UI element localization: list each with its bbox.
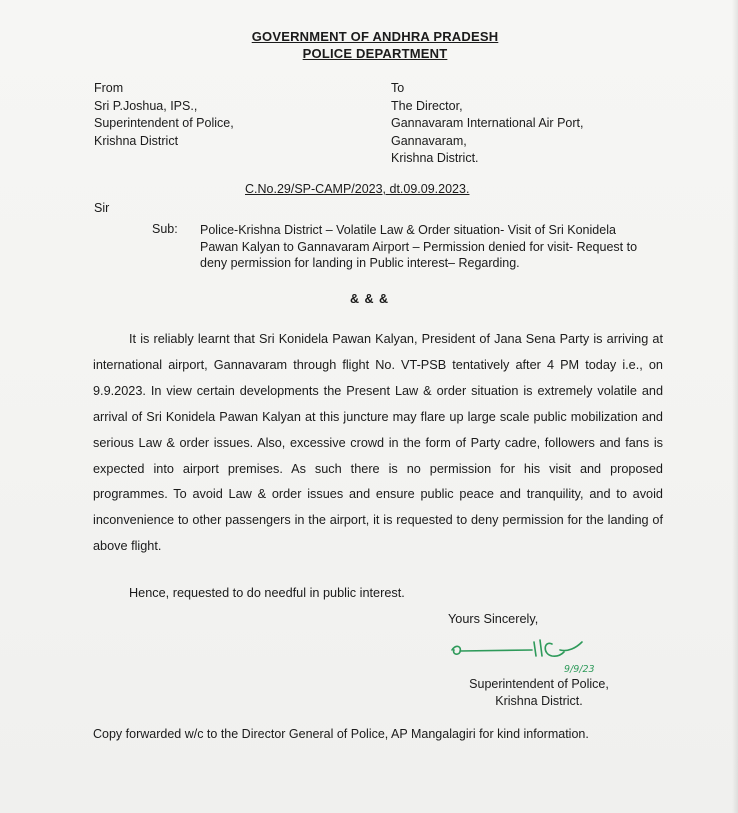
- yours-sincerely: Yours Sincerely,: [448, 612, 539, 626]
- government-heading: GOVERNMENT OF ANDHRA PRADESH: [251, 29, 499, 44]
- closing-request: Hence, requested to do needful in public interest.: [129, 586, 405, 600]
- to-line-1: The Director,: [391, 98, 463, 113]
- signature-mark: [448, 630, 618, 678]
- to-line-2: Gannavaram International Air Port,: [391, 116, 584, 130]
- from-address: [94, 80, 354, 150]
- department-heading: POLICE DEPARTMENT: [302, 46, 448, 61]
- from-designation: Superintendent of Police,: [94, 116, 234, 130]
- signatory-block: [444, 676, 634, 710]
- to-address: [391, 80, 691, 168]
- from-district: Krishna District: [94, 133, 179, 148]
- to-line-3: Gannavaram,: [391, 133, 467, 148]
- page-edge-shadow: [732, 0, 738, 813]
- to-line-4: Krishna District.: [391, 151, 479, 165]
- to-label: To: [391, 81, 405, 95]
- from-name: Sri P.Joshua, IPS.,: [94, 98, 198, 113]
- signatory-designation: Superintendent of Police,: [469, 677, 609, 691]
- salutation: Sir: [94, 201, 110, 215]
- body-paragraph: It is reliably learnt that Sri Konidela Pawan Kalyan, President of Jana Sena Party is arriving at international airport, Gannavaram through flight No. VT-PSB tentatively after 4 PM today i.e., on 9.9.2023. In view certain developments the Present Law & order situation is extremely volatile and arrival of Sri Konidela Pawan Kalyan at this juncture may flare up large scale public mobilization and serious Law & order issues. Also, excessive crowd in the form of Party cadre, followers and fans is expected into airport premises. As such there is no permission for his visit and proposed programmes. To avoid Law & order issues and ensure public peace and tranquility, and to avoid inconvenience to other passengers in the airport, it is requested to deny permission for the landing of above flight.: [93, 332, 663, 554]
- copy-forwarded-note: Copy forwarded w/c to the Director General of Police, AP Mangalagiri for kind information.: [93, 727, 589, 741]
- separator: & & &: [350, 292, 390, 306]
- from-label: From: [94, 81, 124, 95]
- reference-number: C.No.29/SP-CAMP/2023, dt.09.09.2023.: [245, 182, 470, 196]
- subject-label: Sub:: [152, 222, 178, 236]
- signature-date: 9/9/23: [564, 664, 595, 675]
- subject-text: Police-Krishna District – Volatile Law & Order situation- Visit of Sri Konidela Pawan Kalyan to Gannavaram Airport – Permission denied for visit- Request to deny permission for landing in Public interest– Regarding.: [200, 223, 638, 270]
- signatory-district: Krishna District.: [495, 694, 583, 708]
